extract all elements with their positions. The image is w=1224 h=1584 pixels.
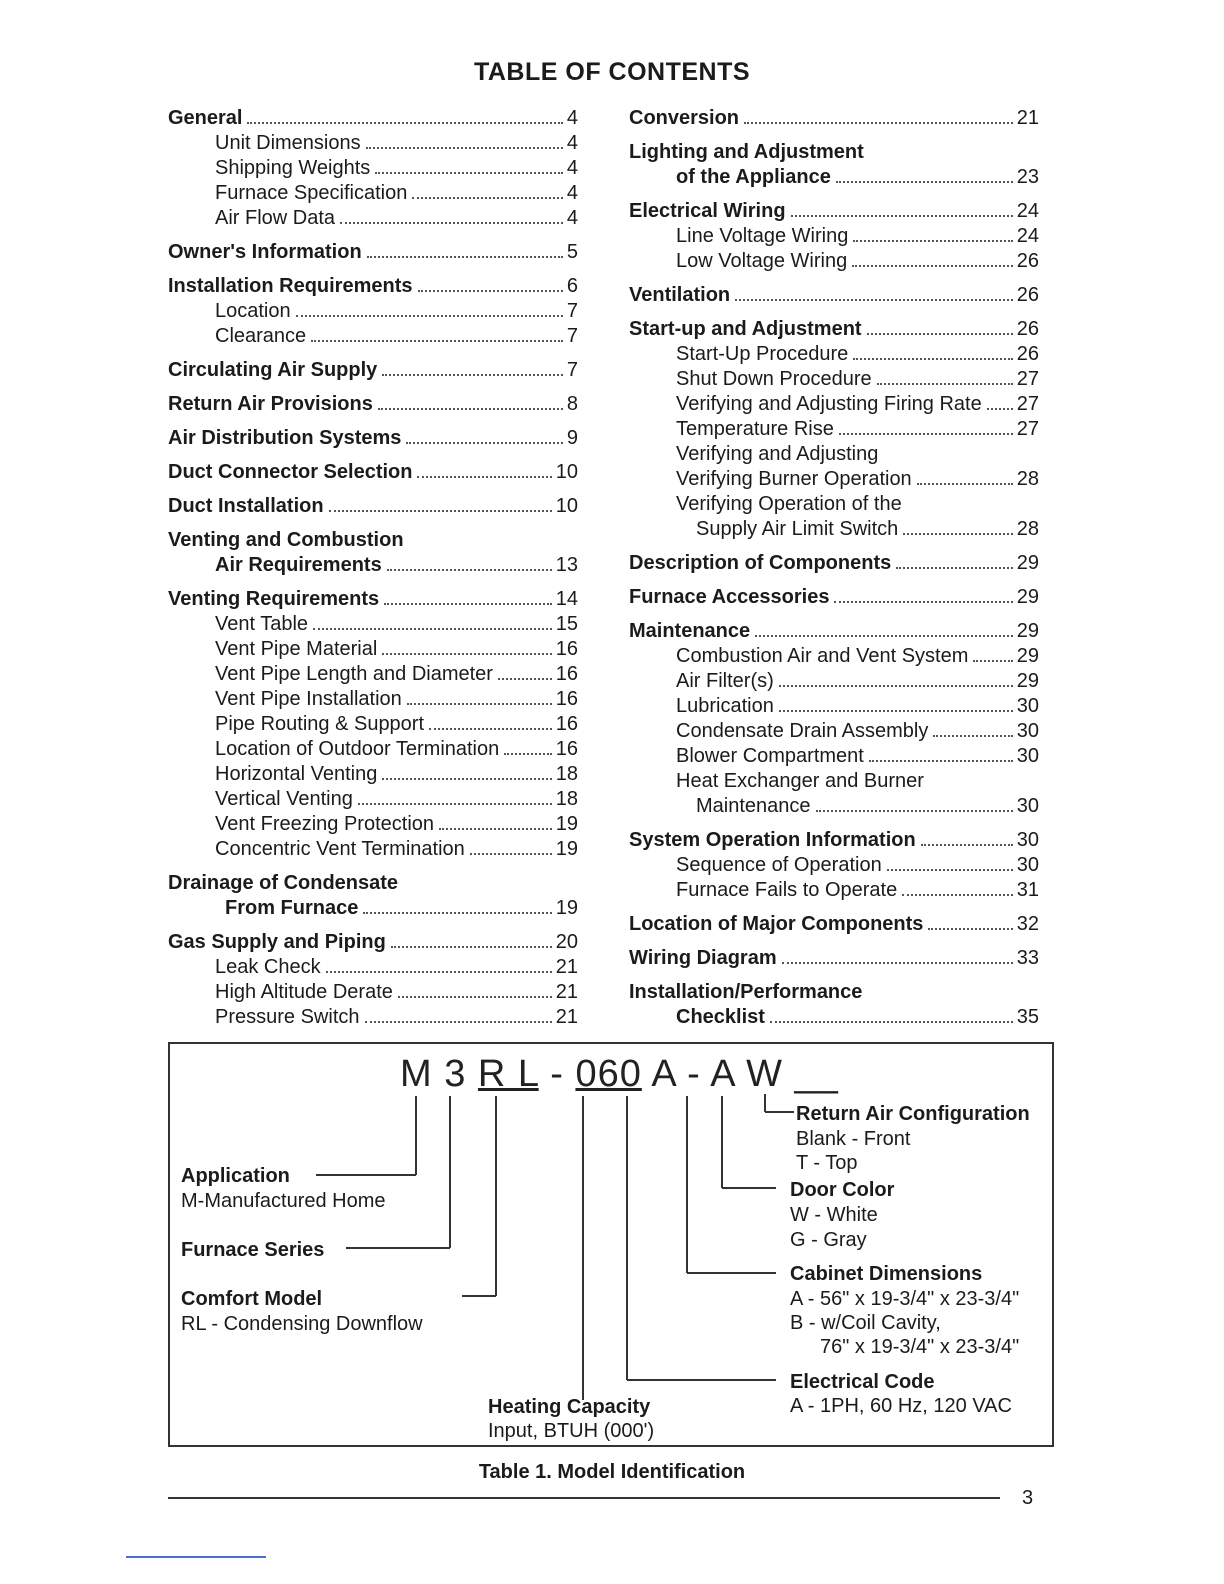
toc-entry-title: Location <box>215 300 291 322</box>
toc-entry-page: 29 <box>1016 670 1039 692</box>
toc-entry-page: 13 <box>555 554 578 576</box>
toc-entry-title: Maintenance <box>629 620 751 642</box>
toc-entry-title: Lighting and Adjustment <box>629 141 864 163</box>
toc-entry-page: 16 <box>555 638 578 660</box>
toc-entry-page: 4 <box>566 107 578 129</box>
bottom-accent-line <box>126 1556 266 1558</box>
toc-entry-page: 19 <box>555 838 578 860</box>
toc-entry-title: Conversion <box>629 107 740 129</box>
toc-entry-title: Heat Exchanger and Burner <box>676 770 924 792</box>
toc-entry-title: Wiring Diagram <box>629 947 777 969</box>
toc-entry-page: 7 <box>566 359 578 381</box>
furnace-series-label: Furnace Series <box>181 1239 325 1261</box>
return-air-value-top: T - Top <box>796 1152 858 1174</box>
toc-entry-page: 21 <box>1016 107 1039 129</box>
toc-entry-title: Installation/Performance <box>629 981 863 1003</box>
toc-entry-title: System Operation Information <box>629 829 916 851</box>
toc-entry-page: 33 <box>1016 947 1039 969</box>
toc-entry-title: Condensate Drain Assembly <box>676 720 929 742</box>
toc-entry-page: 35 <box>1016 1006 1039 1028</box>
toc-entry-title: Vertical Venting <box>215 788 353 810</box>
toc-entry-page: 14 <box>555 588 578 610</box>
toc-entry-page: 19 <box>555 813 578 835</box>
cabinet-dimensions-b-size: 76" x 19-3/4" x 23-3/4" <box>820 1336 1020 1358</box>
toc-entry-page: 16 <box>555 663 578 685</box>
toc-entry-title: Air Requirements <box>215 554 382 576</box>
toc-entry-page: 27 <box>1016 393 1039 415</box>
toc-entry-page: 4 <box>566 132 578 154</box>
toc-entry-title: Unit Dimensions <box>215 132 361 154</box>
toc-entry-title: Venting and Combustion <box>168 529 404 551</box>
model-code-a2: A <box>710 1053 735 1095</box>
toc-entry-page: 29 <box>1016 552 1039 574</box>
toc-entry-page: 26 <box>1016 250 1039 272</box>
application-value: M-Manufactured Home <box>181 1190 386 1212</box>
toc-entry-page: 29 <box>1016 586 1039 608</box>
page-title: TABLE OF CONTENTS <box>473 58 751 86</box>
toc-entry-page: 32 <box>1016 913 1039 935</box>
toc-entry-title: Low Voltage Wiring <box>676 250 848 272</box>
toc-entry-title: Furnace Fails to Operate <box>676 879 898 901</box>
toc-entry-page: 26 <box>1016 318 1039 340</box>
toc-entry-page: 19 <box>555 897 578 919</box>
toc-entry-page: 26 <box>1016 284 1039 306</box>
toc-entry-title: Vent Pipe Material <box>215 638 378 660</box>
toc-entry-page: 30 <box>1016 720 1039 742</box>
toc-entry-title: Sequence of Operation <box>676 854 882 876</box>
cabinet-dimensions-a: A - 56" x 19-3/4" x 23-3/4" <box>790 1288 1020 1310</box>
toc-entry-title: General <box>168 107 243 129</box>
toc-entry-title: Furnace Accessories <box>629 586 830 608</box>
toc-entry-page: 26 <box>1016 343 1039 365</box>
toc-entry-title: Air Flow Data <box>215 207 336 229</box>
toc-entry-page: 31 <box>1016 879 1039 901</box>
model-code-w: W <box>746 1053 783 1095</box>
model-code-dash2: - <box>687 1053 701 1095</box>
application-label: Application <box>181 1165 290 1187</box>
model-code-3: 3 <box>444 1053 467 1095</box>
toc-entry-page: 4 <box>566 182 578 204</box>
door-color-white: W - White <box>790 1204 878 1226</box>
toc-entry-title: Shipping Weights <box>215 157 371 179</box>
toc-entry-page: 7 <box>566 300 578 322</box>
toc-entry-title: Drainage of Condensate <box>168 872 399 894</box>
comfort-model-value: RL - Condensing Downflow <box>181 1313 423 1335</box>
return-air-label: Return Air Configuration <box>796 1103 1030 1125</box>
toc-entry-title: Vent Pipe Installation <box>215 688 402 710</box>
toc-entry-title: Vent Freezing Protection <box>215 813 435 835</box>
toc-entry-title: Lubrication <box>676 695 774 717</box>
toc-entry-title: Owner's Information <box>168 241 362 263</box>
toc-entry-title: Blower Compartment <box>676 745 864 767</box>
comfort-model-label: Comfort Model <box>181 1288 323 1310</box>
toc-entry-page: 4 <box>566 207 578 229</box>
toc-entry-page: 29 <box>1016 620 1039 642</box>
toc-entry-page: 16 <box>555 738 578 760</box>
toc-entry-title: Circulating Air Supply <box>168 359 378 381</box>
page-number: 3 <box>1022 1487 1034 1509</box>
toc-entry-title: Start-up and Adjustment <box>629 318 862 340</box>
toc-entry-title: Verifying Operation of the <box>676 493 902 515</box>
toc-entry-title: Electrical Wiring <box>629 200 786 222</box>
toc-entry-title: Location of Outdoor Termination <box>215 738 500 760</box>
toc-entry-page: 28 <box>1016 518 1039 540</box>
electrical-code-label: Electrical Code <box>790 1371 935 1393</box>
door-color-gray: G - Gray <box>790 1229 867 1251</box>
table-caption: Table 1. Model Identification <box>478 1461 746 1483</box>
toc-entry-title: Line Voltage Wiring <box>676 225 849 247</box>
model-code-blank: __ <box>794 1053 839 1095</box>
toc-entry-page: 15 <box>555 613 578 635</box>
toc-entry-title: Verifying Burner Operation <box>676 468 912 490</box>
toc-entry-title: Supply Air Limit Switch <box>696 518 899 540</box>
model-code-a1: A <box>651 1053 676 1095</box>
door-color-label: Door Color <box>790 1179 895 1201</box>
toc-entry-page: 30 <box>1016 829 1039 851</box>
electrical-code-value: A - 1PH, 60 Hz, 120 VAC <box>790 1395 1012 1417</box>
model-code-rl: R L <box>477 1053 539 1095</box>
toc-entry-title: Venting Requirements <box>168 588 380 610</box>
cabinet-dimensions-label: Cabinet Dimensions <box>790 1263 983 1285</box>
toc-entry-page: 10 <box>555 495 578 517</box>
toc-entry-title: High Altitude Derate <box>215 981 393 1003</box>
toc-entry-title: Start-Up Procedure <box>676 343 849 365</box>
toc-entry-page: 29 <box>1016 645 1039 667</box>
toc-entry-title: Furnace Specification <box>215 182 408 204</box>
toc-entry-title: Checklist <box>676 1006 765 1028</box>
toc-entry-page: 16 <box>555 713 578 735</box>
toc-entry-title: Horizontal Venting <box>215 763 378 785</box>
toc-entry-title: Installation Requirements <box>168 275 413 297</box>
toc-entry-page: 9 <box>566 427 578 449</box>
toc-entry-title: Concentric Vent Termination <box>215 838 465 860</box>
toc-entry-title: Leak Check <box>215 956 321 978</box>
toc-entry-title: Duct Installation <box>168 495 324 517</box>
toc-entry-page: 23 <box>1016 166 1039 188</box>
toc-entry-title: Duct Connector Selection <box>168 461 413 483</box>
toc-entry-title: Pressure Switch <box>215 1006 360 1028</box>
toc-entry-page: 20 <box>555 931 578 953</box>
toc-entry-title: Gas Supply and Piping <box>168 931 386 953</box>
toc-entry-page: 18 <box>555 763 578 785</box>
toc-entry-page: 7 <box>566 325 578 347</box>
toc-entry-page: 16 <box>555 688 578 710</box>
toc-entry-title: Air Filter(s) <box>676 670 774 692</box>
toc-entry-title: Maintenance <box>696 795 811 817</box>
toc-entry-title: Return Air Provisions <box>168 393 373 415</box>
toc-entry-page: 18 <box>555 788 578 810</box>
toc-entry-page: 21 <box>555 981 578 1003</box>
footer-rule <box>168 1497 1000 1499</box>
toc-entry-page: 30 <box>1016 695 1039 717</box>
toc-entry-page: 27 <box>1016 418 1039 440</box>
toc-entry-title: Verifying and Adjusting <box>676 443 879 465</box>
toc-entry-page: 4 <box>566 157 578 179</box>
toc-entry-title: Vent Pipe Length and Diameter <box>215 663 493 685</box>
toc-entry-title: Verifying and Adjusting Firing Rate <box>676 393 982 415</box>
toc-entry-page: 30 <box>1016 854 1039 876</box>
toc-entry-page: 27 <box>1016 368 1039 390</box>
toc-entry-title: Temperature Rise <box>676 418 834 440</box>
toc-entry-page: 24 <box>1016 225 1039 247</box>
model-code-060: 060 <box>575 1053 642 1095</box>
toc-entry-title: Vent Table <box>215 613 309 635</box>
return-air-value-front: Blank - Front <box>796 1128 911 1150</box>
toc-entry-page: 21 <box>555 956 578 978</box>
toc-entry-page: 30 <box>1016 745 1039 767</box>
toc-entry-page: 8 <box>566 393 578 415</box>
toc-entry-page: 30 <box>1016 795 1039 817</box>
toc-entry-title: Clearance <box>215 325 307 347</box>
toc-entry-page: 21 <box>555 1006 578 1028</box>
model-code-dash1: - <box>550 1053 564 1095</box>
toc-entry-page: 24 <box>1016 200 1039 222</box>
toc-entry-title: From Furnace <box>225 897 359 919</box>
heating-capacity-value: Input, BTUH (000') <box>488 1420 655 1442</box>
cabinet-dimensions-b: B - w/Coil Cavity, <box>790 1312 941 1334</box>
toc-entry-title: Air Distribution Systems <box>168 427 402 449</box>
toc-entry-page: 10 <box>555 461 578 483</box>
toc-entry-title: Shut Down Procedure <box>676 368 872 390</box>
toc-entry-page: 28 <box>1016 468 1039 490</box>
toc-entry-page: 6 <box>566 275 578 297</box>
heating-capacity-label: Heating Capacity <box>488 1396 651 1418</box>
toc-entry-title: Location of Major Components <box>629 913 924 935</box>
toc-entry-title: Ventilation <box>629 284 731 306</box>
model-code-m: M <box>400 1053 433 1095</box>
toc-entry-title: Combustion Air and Vent System <box>676 645 969 667</box>
toc-entry-title: of the Appliance <box>676 166 831 188</box>
toc-entry-title: Pipe Routing & Support <box>215 713 425 735</box>
toc-entry-title: Description of Components <box>629 552 892 574</box>
toc-entry-page: 5 <box>566 241 578 263</box>
